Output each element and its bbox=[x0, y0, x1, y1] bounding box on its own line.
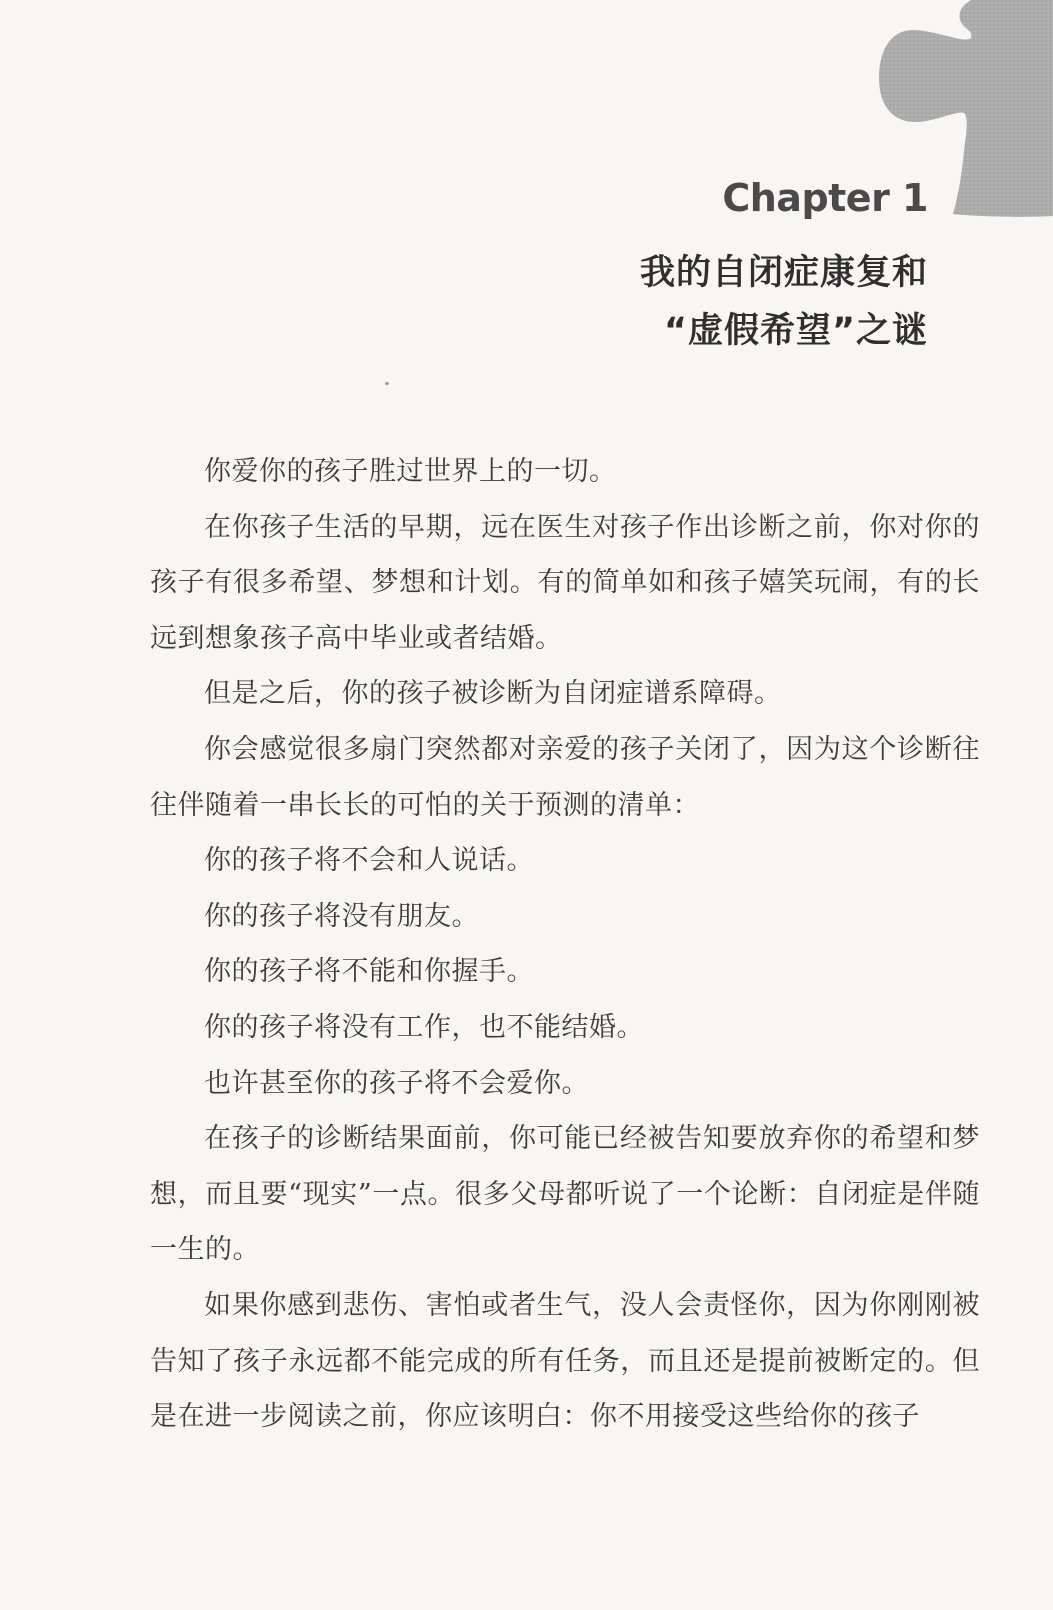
paragraph: 如果你感到悲伤、害怕或者生气，没人会责怪你，因为你刚刚被告知了孩子永远都不能完成的所有任务，而且还是提前被断定的。但是在进一步阅读之前，你应该明白：你不用接受这些给你的孩子 bbox=[150, 1289, 980, 1433]
print-speck bbox=[385, 382, 389, 385]
paragraph: 也许甚至你的孩子将不会爱你。 bbox=[204, 1067, 589, 1099]
paragraph: 但是之后，你的孩子被诊断为自闭症谱系障碍。 bbox=[204, 678, 782, 710]
paragraph: 在孩子的诊断结果面前，你可能已经被告知要放弃你的希望和梦想，而且要“现实”一点。很多父母都听说了一个论断：自闭症是伴随一生的。 bbox=[150, 1123, 980, 1266]
paragraph: 你的孩子将没有工作，也不能结婚。 bbox=[204, 1011, 644, 1043]
paragraph: 你的孩子将没有朋友。 bbox=[204, 900, 479, 932]
paragraph: 在你孩子生活的早期，远在医生对孩子作出诊断之前，你对你的孩子有很多希望、梦想和计划。有的简单如和孩子嬉笑玩闹，有的长远到想象孩子高中毕业或者结婚。 bbox=[150, 511, 980, 654]
chapter-title-line: 我的自闭症康复和 bbox=[639, 253, 928, 293]
chapter-label: Chapter 1 bbox=[722, 176, 928, 220]
paragraph: 你爱你的孩子胜过世界上的一切。 bbox=[204, 456, 617, 487]
paragraph: 你的孩子将不会和人说话。 bbox=[204, 845, 534, 877]
body-text bbox=[150, 444, 980, 1445]
chapter-title-line: “虚假希望”之谜 bbox=[663, 311, 928, 351]
paragraph: 你会感觉很多扇门突然都对亲爱的孩子关闭了，因为这个诊断往往伴随着一串长长的可怕的关于预测的清单： bbox=[150, 733, 980, 821]
chapter-title bbox=[640, 244, 928, 360]
paragraph: 你的孩子将不能和你握手。 bbox=[204, 956, 534, 988]
